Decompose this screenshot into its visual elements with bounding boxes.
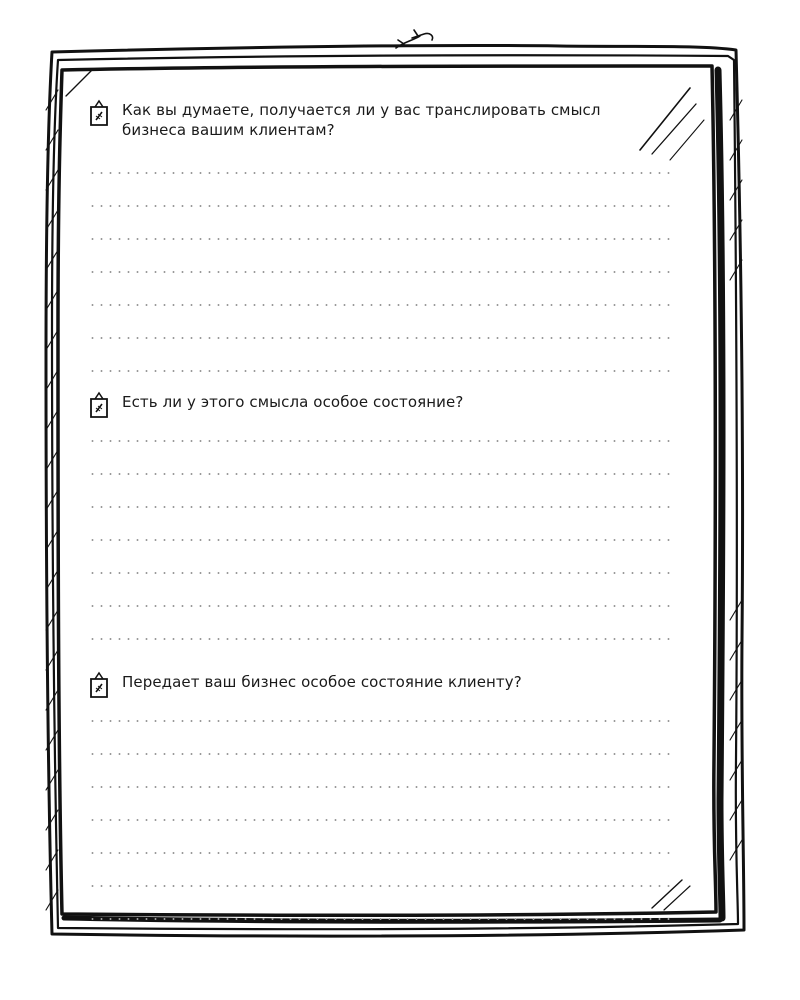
question-text: Как вы думаете, получается ли у вас транслировать смысл бизнеса вашим клиентам? <box>122 101 601 139</box>
question-2 <box>88 392 648 419</box>
answer-line[interactable] <box>88 753 672 755</box>
answer-line[interactable] <box>88 238 672 240</box>
answer-line[interactable] <box>88 786 672 788</box>
answer-line[interactable] <box>88 918 672 920</box>
question-text: Передает ваш бизнес особое состояние клиенту? <box>122 673 522 691</box>
answer-line[interactable] <box>88 852 672 854</box>
answer-line[interactable] <box>88 440 672 442</box>
answer-line[interactable] <box>88 638 672 640</box>
answer-line[interactable] <box>88 819 672 821</box>
answer-line[interactable] <box>88 271 672 273</box>
question-text: Есть ли у этого смысла особое состояние? <box>122 393 464 411</box>
answer-line[interactable] <box>88 720 672 722</box>
pencil-card-icon <box>88 97 110 127</box>
answer-line[interactable] <box>88 572 672 574</box>
answer-line[interactable] <box>88 885 672 887</box>
answer-line[interactable] <box>88 539 672 541</box>
pencil-card-icon <box>88 389 110 419</box>
answer-line[interactable] <box>88 370 672 372</box>
answer-line[interactable] <box>88 605 672 607</box>
answer-line[interactable] <box>88 172 672 174</box>
answer-line[interactable] <box>88 304 672 306</box>
question-1 <box>88 100 648 140</box>
pencil-card-icon <box>88 669 110 699</box>
question-3 <box>88 672 648 699</box>
answer-line[interactable] <box>88 337 672 339</box>
answer-line[interactable] <box>88 473 672 475</box>
answer-line[interactable] <box>88 205 672 207</box>
answer-line[interactable] <box>88 506 672 508</box>
